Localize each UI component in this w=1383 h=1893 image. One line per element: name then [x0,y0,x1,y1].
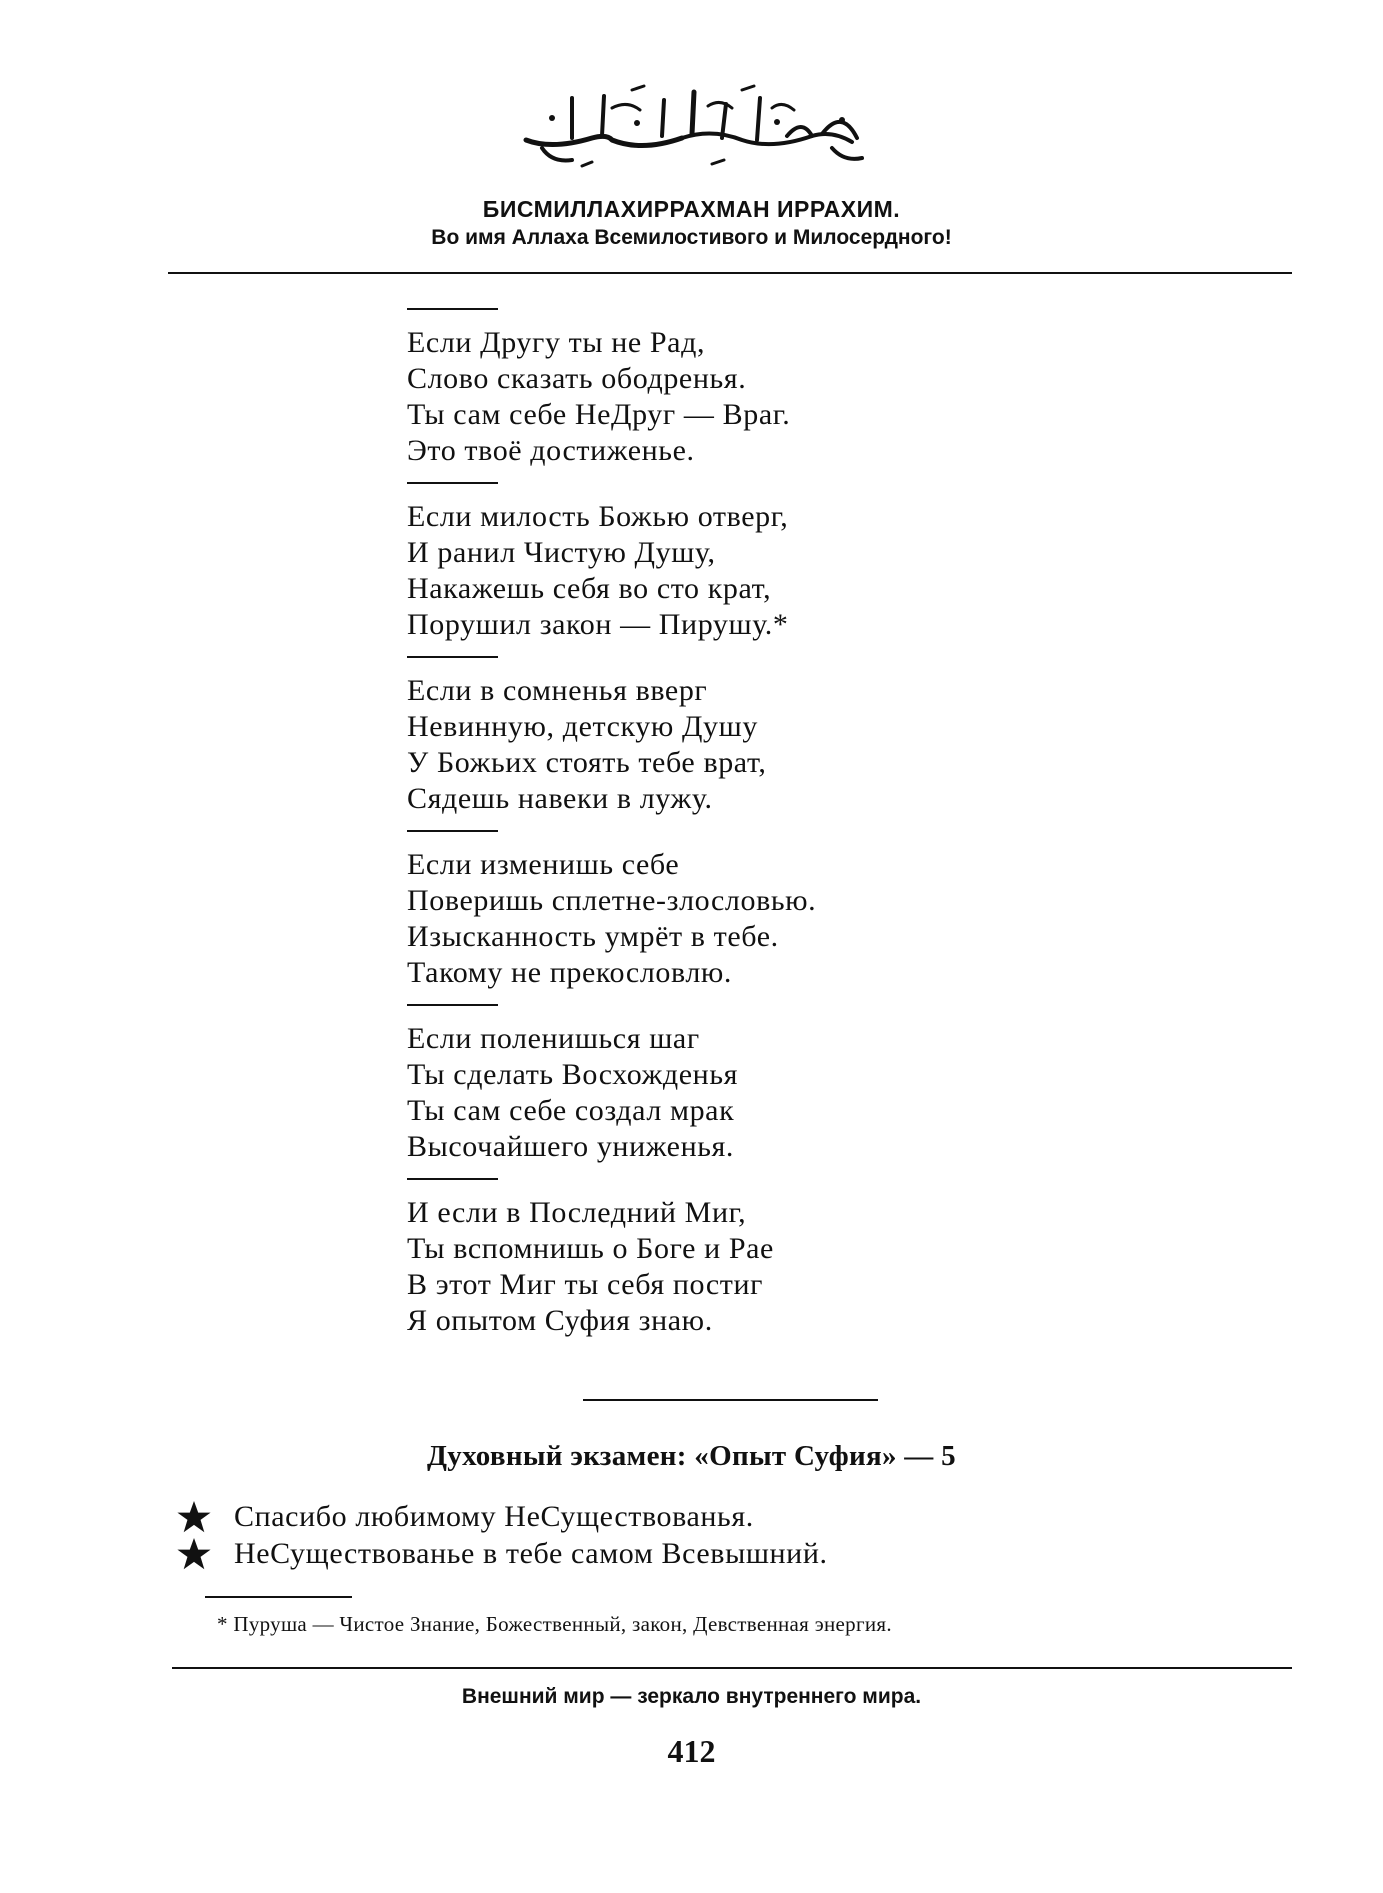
header-rule [168,272,1292,274]
poem-line: Невинную, детскую Душу [407,710,758,743]
stanza [407,847,1007,991]
list-item [176,1498,828,1535]
poem-end-rule [583,1399,878,1401]
stanza [407,673,1007,817]
exam-bullets [176,1498,828,1572]
header-title: БИСМИЛЛАХИРРАХМАН ИРРАХИМ. [482,196,901,222]
stanza-divider [407,830,498,832]
poem-line: Слово сказать ободренья. [407,362,747,395]
star-icon [176,1538,212,1570]
poem-line: Такому не прекословлю. [407,956,733,989]
poem-line: Ты вспомнишь о Боге и Рае [407,1232,774,1265]
stanza [407,325,1007,469]
poem-line: Если в сомненья вверг [407,674,708,707]
poem-line: Я опытом Суфия знаю. [407,1304,713,1337]
poem [407,308,1007,1352]
poem-line: Это твоё достиженье. [407,434,695,467]
poem-line: У Божьих стоять тебе врат, [407,746,767,779]
bullet-text: Спасибо любимому НеСуществованья. [234,1499,754,1533]
list-item [176,1535,828,1572]
poem-line: Изысканность умрёт в тебе. [407,920,779,953]
poem-line: Сядешь навеки в лужу. [407,782,713,815]
stanza [407,1195,1007,1339]
stanza-divider [407,482,498,484]
poem-line: И если в Последний Миг, [407,1196,747,1229]
footnote-rule [205,1596,352,1598]
poem-line: Поверишь сплетне-злословью. [407,884,817,917]
header-subtitle: Во имя Аллаха Всемилостивого и Милосердного! [431,226,952,249]
poem-line: Если изменишь себе [407,848,680,881]
exam-title: Духовный экзамен: «Опыт Суфия» — 5 [427,1440,956,1472]
stanza-divider [407,1178,498,1180]
poem-line: Ты сам себе НеДруг — Враг. [407,398,791,431]
poem-line: Если поленишься шаг [407,1022,700,1055]
stanza-divider [407,656,498,658]
poem-line: Порушил закон — Пирушу.* [407,608,789,641]
bullet-text: НеСуществованье в тебе самом Всевышний. [234,1536,828,1570]
stanza [407,1021,1007,1165]
stanza [407,499,1007,643]
stanza-divider [407,308,498,310]
poem-line: Накажешь себя во сто крат, [407,572,772,605]
bismillah-calligraphy-icon [0,78,1383,173]
poem-line: Если милость Божью отверг, [407,500,789,533]
footnote: * Пуруша — Чистое Знание, Божественный, закон, Девственная энергия. [217,1612,892,1636]
stanza-divider [407,1004,498,1006]
footer-rule [172,1667,1292,1669]
poem-line: Ты сделать Восхожденья [407,1058,739,1091]
poem-line: Ты сам себе создал мрак [407,1094,735,1127]
poem-line: Если Другу ты не Рад, [407,326,706,359]
poem-line: И ранил Чистую Душу, [407,536,716,569]
poem-line: В этот Миг ты себя постиг [407,1268,764,1301]
footer-motto: Внешний мир — зеркало внутреннего мира. [461,1685,922,1708]
page-number: 412 [667,1733,716,1769]
star-icon [176,1501,212,1533]
poem-line: Высочайшего униженья. [407,1130,735,1163]
